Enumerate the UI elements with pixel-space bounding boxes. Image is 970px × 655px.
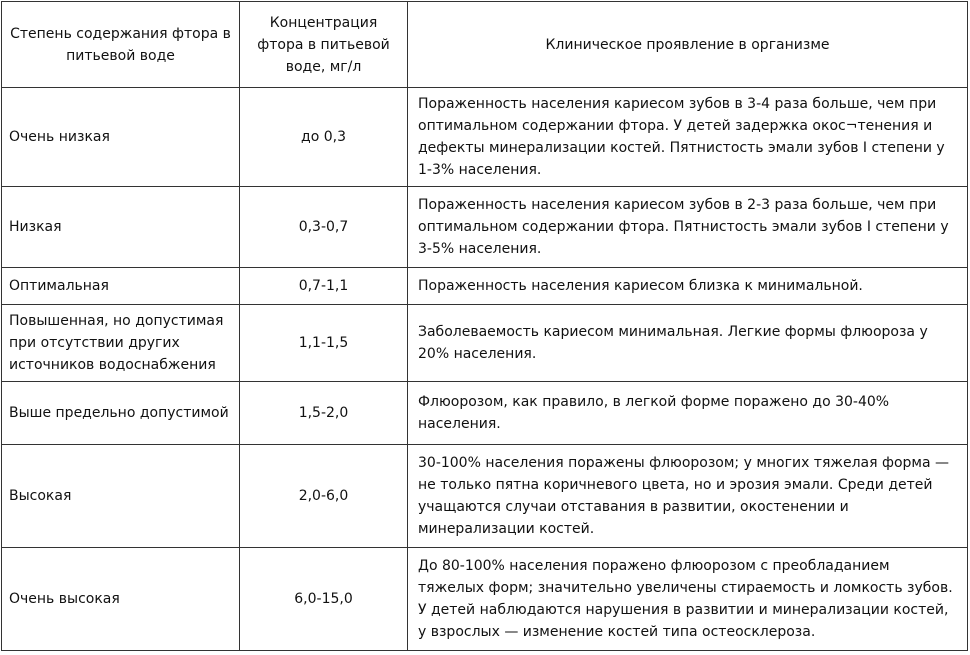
level-cell: Низкая	[2, 187, 240, 268]
header-clinical: Клиническое проявление в организме	[408, 2, 968, 88]
level-cell: Выше предельно допустимой	[2, 382, 240, 445]
clinical-cell: 30-100% населения поражены флюорозом; у многих тяжелая форма — не только пятна коричневого цвета, но и эрозия эмали. Среди детей учащаются случаи отставания в развитии, окостенении и минерализации костей.	[408, 445, 968, 548]
concentration-cell: 1,5-2,0	[240, 382, 408, 445]
clinical-cell: Пораженность населения кариесом зубов в 2-3 раза больше, чем при оптимальном содержании фтора. Пятнистость эмали зубов I степени у 3-5% населения.	[408, 187, 968, 268]
level-cell: Очень низкая	[2, 88, 240, 187]
header-level: Степень содержания фтора в питьевой воде	[2, 2, 240, 88]
fluoride-table	[1, 1, 968, 651]
level-cell: Повышенная, но допустимая при отсутствии других источников водоснабжения	[2, 305, 240, 382]
clinical-cell: Флюорозом, как правило, в легкой форме поражено до 30-40% населения.	[408, 382, 968, 445]
concentration-cell: 6,0-15,0	[240, 548, 408, 651]
clinical-cell: До 80-100% населения поражено флюорозом с преобладанием тяжелых форм; значительно увеличены стираемость и ломкость зубов. У детей наблюдаются нарушения в развитии и минерализации костей, у взрослых — изменение костей типа остеосклероза.	[408, 548, 968, 651]
header-row	[2, 2, 968, 88]
clinical-cell: Пораженность населения кариесом зубов в 3-4 раза больше, чем при оптимальном содержании фтора. У детей задержка окос¬тенения и дефекты минерализации костей. Пятнистость эмали зубов I степени у 1-3% населения.	[408, 88, 968, 187]
table-row	[2, 268, 968, 305]
level-cell: Высокая	[2, 445, 240, 548]
table-row	[2, 382, 968, 445]
clinical-cell: Заболеваемость кариесом минимальная. Легкие формы флюороза у 20% населения.	[408, 305, 968, 382]
header-concentration: Концентрация фтора в питьевой воде, мг/л	[240, 2, 408, 88]
table-row	[2, 88, 968, 187]
table-row	[2, 445, 968, 548]
table-row	[2, 305, 968, 382]
table-row	[2, 187, 968, 268]
table-row	[2, 548, 968, 651]
level-cell: Оптимальная	[2, 268, 240, 305]
concentration-cell: 0,7-1,1	[240, 268, 408, 305]
level-cell: Очень высокая	[2, 548, 240, 651]
concentration-cell: 2,0-6,0	[240, 445, 408, 548]
concentration-cell: до 0,3	[240, 88, 408, 187]
concentration-cell: 1,1-1,5	[240, 305, 408, 382]
concentration-cell: 0,3-0,7	[240, 187, 408, 268]
clinical-cell: Пораженность населения кариесом близка к минимальной.	[408, 268, 968, 305]
